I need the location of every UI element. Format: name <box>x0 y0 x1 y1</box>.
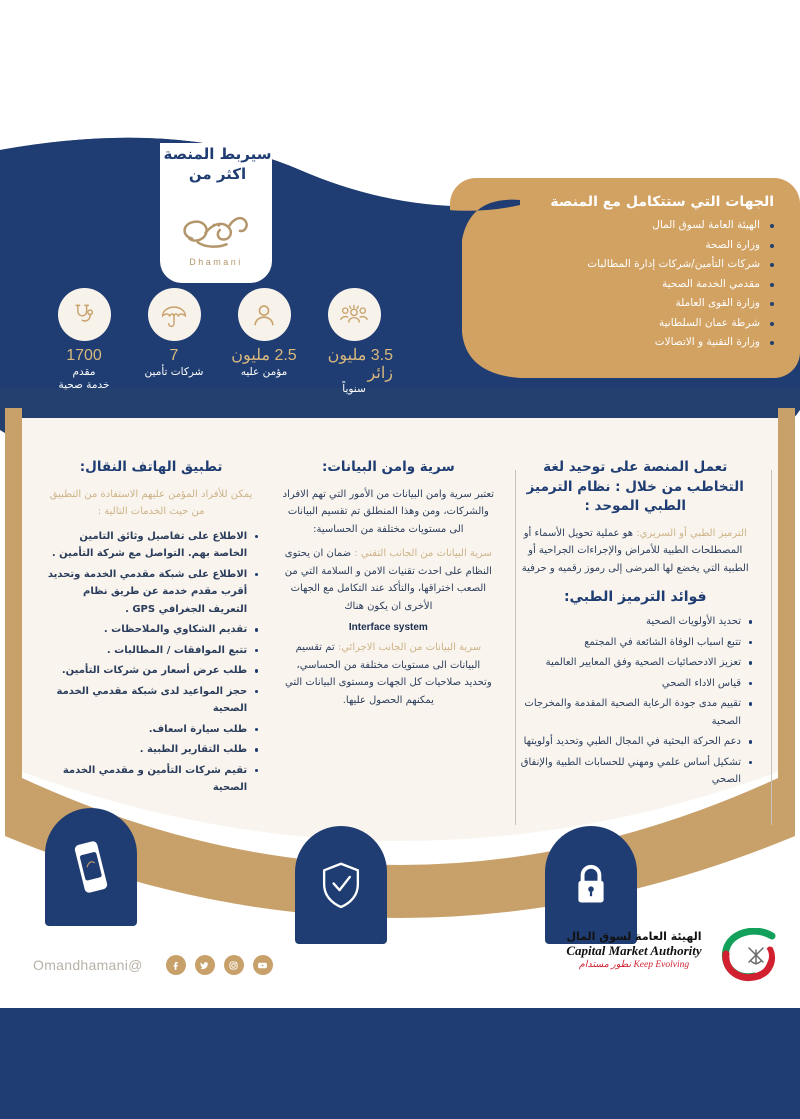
stat-number: 2.5 مليون <box>231 347 297 364</box>
social-handle: @Omandhamani <box>33 957 143 973</box>
security-procedural-lead: سرية البيانات من الجانب الاجرائي: <box>337 642 482 654</box>
oman-khanjar-emblem <box>716 928 778 986</box>
list-item: تقيم شركات التأمين و مقدمي الخدمة الصحية <box>44 762 258 797</box>
coding-lead: الترميز الطبي أو السريري: <box>636 527 747 539</box>
stat-label: مؤمن عليه <box>240 365 288 378</box>
mobile-app-pill <box>45 808 137 926</box>
list-item: تقديم الشكاوي والملاحظات . <box>44 621 258 639</box>
list-item: شرطة عمان السلطانية <box>450 318 774 329</box>
coding-rest: هو عملية تحويل الأسماء أو المصطلحات الطبية للأمراض والإجراءات الجراحية أو الطبية التي يخضع لها المرضى إلى رموز رقميه و حرفية <box>521 527 749 574</box>
stat-item-healthcare-providers <box>45 288 123 398</box>
capital-market-authority-logo <box>548 928 778 990</box>
entities-list <box>450 220 774 348</box>
column-data-security <box>270 458 506 830</box>
entities-title: الجهات التي ستتكامل مع المنصة <box>550 194 774 210</box>
stat-item-annual-visitors <box>315 288 393 398</box>
list-item: قياس الاداء الصحي <box>518 675 752 693</box>
security-procedural <box>282 639 494 709</box>
mobile-app-heading: تطبيق الهاتف النقال: <box>79 459 223 475</box>
instagram-icon[interactable] <box>224 955 244 975</box>
list-item: طلب سيارة اسعاف. <box>44 721 258 739</box>
padlock-icon <box>570 859 612 911</box>
dhamani-calligraphy-logo <box>172 203 260 255</box>
umbrella-icon <box>148 288 201 341</box>
shield-check-icon <box>319 858 363 912</box>
list-item: الاطلاع على شبكة مقدمي الخدمة وتحديد أقرب مقدم خدمة عن طريق نظام التعريف الجغرافي GPS . <box>44 566 258 619</box>
stat-item-insurance-companies <box>135 288 213 398</box>
privacy-lock-pill <box>545 826 637 944</box>
column-mobile-app <box>32 458 270 830</box>
stat-label: سنوياً <box>342 383 366 396</box>
dhamani-logo-wordmark: Dhamani <box>189 257 243 267</box>
column-medical-coding <box>506 458 764 830</box>
list-item: حجز المواعيد لدى شبكة مقدمي الخدمة الصحية <box>44 683 258 718</box>
integrating-entities-panel <box>450 178 800 378</box>
coding-paragraph <box>518 525 752 578</box>
security-technical <box>282 545 494 615</box>
coding-benefits-list <box>518 613 752 789</box>
list-item: وزارة القوى العاملة <box>450 298 774 309</box>
mobile-app-intro: يمكن للأفراد المؤمن عليهم الاستفادة من التطبيق من حيث الخدمات التالية : <box>49 488 253 518</box>
column-divider <box>515 470 516 825</box>
list-item: شركات التأمين/شركات إدارة المطالبات <box>450 259 774 270</box>
stat-label: شركات تأمين <box>144 365 204 378</box>
list-item: تعزيز الادحصائيات الصحية وفق المعايير العالمية <box>518 654 752 672</box>
coding-heading: تعمل المنصة على توحيد لغة التخاطب من خلال : نظام الترميز الطبي الموحد : <box>526 459 744 515</box>
security-procedural-rest: تم تقسيم البيانات الى مستويات مختلفة من الحساسي، وتحديد صلاحيات كل الجهات ومستوى البيانات التي يمكنهم الحصول عليها. <box>285 642 492 706</box>
youtube-icon[interactable] <box>253 955 273 975</box>
column-divider <box>771 470 772 825</box>
mobile-phone-icon <box>68 836 114 898</box>
cma-slogan: Keep Evolving نطور مستدام <box>578 960 690 970</box>
list-item: طلب التقارير الطبية . <box>44 741 258 759</box>
main-content-panel <box>22 440 778 830</box>
list-item: تقييم مدى جودة الرعاية الصحية المقدمة والمخرجات الصحية <box>518 695 752 730</box>
social-links <box>33 955 273 975</box>
list-item: تشكيل أساس علمي ومهني للحسابات الطبية والإنفاق الصحي <box>518 754 752 789</box>
list-item: دعم الحركة البحثية في المجال الطبي وتحديد أولويتها <box>518 733 752 751</box>
list-item: وزارة الصحة <box>450 240 774 251</box>
stat-number: 3.5 مليون زائر <box>327 347 393 382</box>
stat-label: مقدم خدمة صحية <box>58 365 110 391</box>
cma-text-block <box>548 930 720 970</box>
list-item: الاطلاع على تفاصيل وثائق التامين الخاصة بهم. التواصل مع شركة التأمين . <box>44 528 258 563</box>
list-item: تتبع اسباب الوفاة الشائعة في المجتمع <box>518 634 752 652</box>
header-title-line1: سيربط المنصة <box>163 145 272 163</box>
stat-number: 7 <box>169 347 179 364</box>
list-item: مقدمي الخدمة الصحية <box>450 279 774 290</box>
footer-navy-band <box>0 1008 800 1119</box>
stethoscope-icon <box>58 288 111 341</box>
person-icon <box>238 288 291 341</box>
cma-english-name: Capital Market Authority <box>566 943 702 958</box>
list-item: تتبع الموافقات / المطالبات . <box>44 642 258 660</box>
security-shield-pill <box>295 826 387 944</box>
list-item: الهيئة العامة لسوق المال <box>450 220 774 231</box>
interface-system-label: Interface system <box>348 622 428 634</box>
security-heading: سرية وامن البيانات: <box>321 459 455 475</box>
platform-stats <box>45 288 405 398</box>
cma-arabic-name: الهيئة العامة لسوق المال <box>566 930 702 943</box>
security-technical-lead: سرية البيانات من الجانب التقني : <box>354 548 492 560</box>
security-intro: تعتبر سرية وامن البيانات من الأمور التي تهم الافراد والشركات، ومن وهذا المنطلق تم تقسيم البيانات الى مستويات مختلفة من الحساسية: <box>282 488 495 535</box>
list-item: تحديد الأولويات الصحية <box>518 613 752 631</box>
header-title <box>120 144 315 185</box>
list-item: طلب عرض أسعار من شركات التأمين. <box>44 662 258 680</box>
list-item: وزارة التقنية و الاتصالات <box>450 337 774 348</box>
mobile-app-features-list <box>44 528 258 797</box>
facebook-icon[interactable] <box>166 955 186 975</box>
twitter-icon[interactable] <box>195 955 215 975</box>
group-people-icon <box>328 288 381 341</box>
coding-benefits-heading: فوائد الترميز الطبي: <box>563 589 707 606</box>
stat-number: 1700 <box>66 347 102 364</box>
header-title-line2: اكثر من <box>188 165 247 184</box>
stat-item-insured-people <box>225 288 303 398</box>
security-technical-rest: ضمان ان يحتوى النظام على احدث تقنيات الامن و السلامة التي من الصعب اختراقها، والتأكد عند التكامل مع الجهات الأخرى ان يكون هناك <box>284 548 492 612</box>
